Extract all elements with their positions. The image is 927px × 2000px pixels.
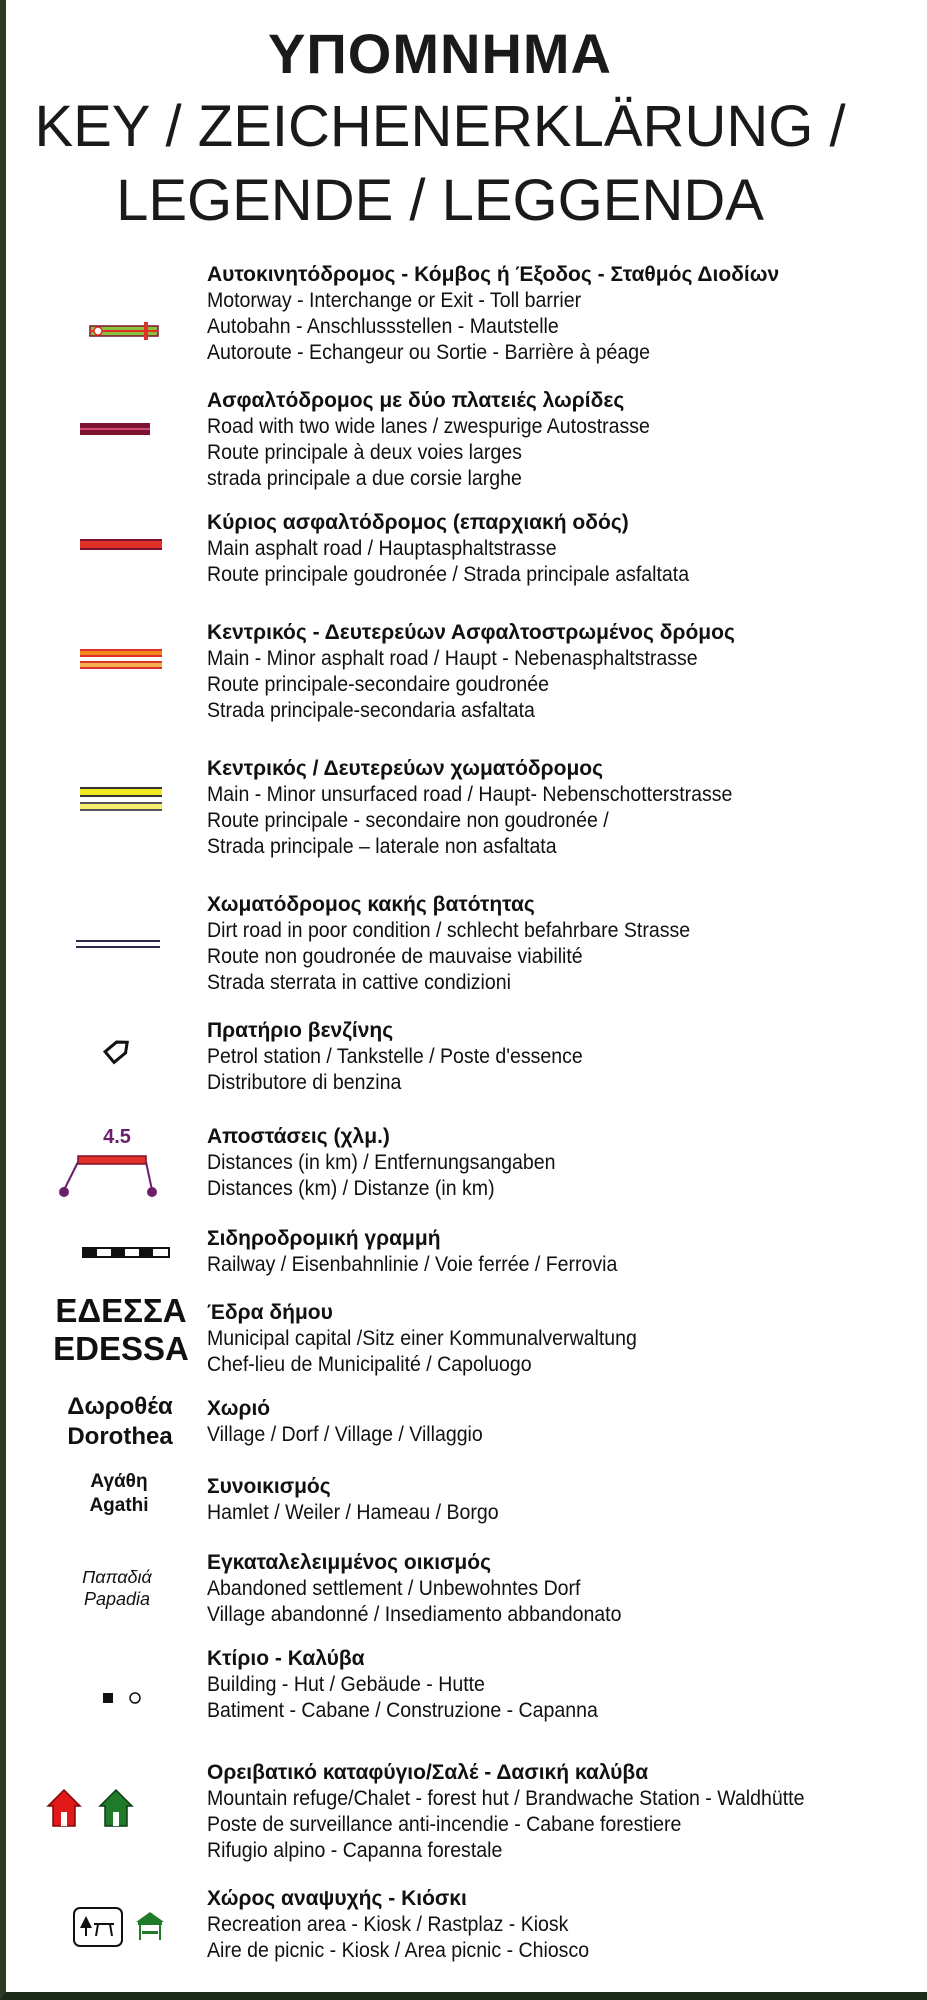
entry-line: Batiment - Cabane / Construzione - Capanna [207,1699,598,1722]
legend-entry-petrol-station [207,1018,907,1096]
entry-line: Main asphalt road / Hauptasphaltstrasse [207,537,557,560]
entry-heading: Εγκαταλελειμμένος οικισμός [207,1551,492,1574]
entry-line: Village abandonné / Insediamento abbandonato [207,1603,622,1626]
legend-entry-railway [207,1226,907,1278]
entry-line: Rifugio alpino - Capanna forestale [207,1839,503,1862]
legend-entry-abandoned-settlement [207,1550,907,1628]
entry-heading: Αυτοκινητόδρομος - Κόμβος ή Έξοδος - Σταθμός Διοδίων [207,263,780,286]
building-icon [100,1688,150,1708]
entry-line: Road with two wide lanes / zwespurige Autostrasse [207,415,650,438]
legend-entry-recreation-area [207,1886,907,1964]
entry-line: Abandoned settlement / Unbewohntes Dorf [207,1577,581,1600]
legend-entry-minor-asphalt-road [207,620,907,724]
entry-line: Hamlet / Weiler / Hameau / Borgo [207,1501,499,1524]
entry-line: Petrol station / Tankstelle / Poste d'essence [207,1045,583,1068]
entry-line: Route non goudronée de mauvaise viabilité [207,945,583,968]
entry-heading: Σιδηροδρομική γραμμή [207,1227,441,1250]
legend-entry-unsurfaced-road [207,756,907,860]
entry-heading: Χωριό [207,1397,271,1420]
municipal-name-latin: EDESSA [53,1330,189,1367]
municipal-name-greek: ΕΔΕΣΣΑ [55,1292,187,1329]
entry-line: Distances (in km) / Entfernungsangaben [207,1151,556,1174]
entry-line: Recreation area - Kiosk / Rastplaz - Kiosk [207,1913,569,1936]
entry-heading: Έδρα δήμου [207,1301,333,1324]
entry-heading: Κεντρικός / Δευτερεύων χωματόδρομος [207,757,604,780]
dirt-road-icon [76,938,162,950]
entry-line: Autobahn - Anschlussstellen - Mautstelle [207,315,559,338]
entry-heading: Χωματόδρομος κακής βατότητας [207,893,535,916]
distance-marker-graphic [58,1154,168,1204]
entry-heading: Ασφαλτόδρομος με δύο πλατειές λωρίδες [207,389,625,412]
municipal-capital-label [46,1292,196,1368]
refuge-icon [44,1788,140,1830]
legend-entry-mountain-refuge [207,1760,907,1864]
entry-line: Main - Minor asphalt road / Haupt - Nebenasphaltstrasse [207,647,698,670]
petrol-station-icon [98,1030,138,1070]
entry-line: Aire de picnic - Kiosk / Area picnic - Chiosco [207,1939,590,1962]
entry-line: Strada principale – laterale non asfaltata [207,835,557,858]
hamlet-name-greek: Αγάθη [90,1471,148,1492]
entry-line: Main - Minor unsurfaced road / Haupt- Nebenschotterstrasse [207,783,733,806]
entry-line: Autoroute - Echangeur ou Sortie - Barrière à péage [207,341,650,364]
entry-heading: Χώρος αναψυχής - Κιόσκι [207,1887,467,1910]
legend-title-greek: ΥΠΟΜΝΗΜΑ [268,22,612,85]
entry-line: Strada principale-secondaria asfaltata [207,699,535,722]
entry-heading: Αποστάσεις (χλμ.) [207,1125,390,1148]
distance-value: 4.5 [103,1126,131,1148]
entry-line: Poste de surveillance anti-incendie - Cabane forestiere [207,1813,682,1836]
legend-entry-motorway [207,262,907,366]
entry-line: Mountain refuge/Chalet - forest hut / Brandwache Station - Waldhütte [207,1787,805,1810]
hamlet-label [56,1470,182,1518]
abandoned-name-latin: Papadia [83,1589,151,1609]
legend-title-line3: LEGENDE / LEGGENDA [116,168,764,233]
legend-entry-main-asphalt-road [207,510,907,588]
railway-icon [82,1247,172,1259]
entry-line: Route principale goudronée / Strada principale asfaltata [207,563,690,586]
recreation-icon [72,1906,172,1950]
two-lane-road-icon [80,422,152,436]
abandoned-label [56,1566,178,1610]
entry-heading: Ορειβατικό καταφύγιο/Σαλέ - Δασική καλύβα [207,1761,649,1784]
entry-heading: Κτίριο - Καλύβα [207,1647,365,1670]
entry-line: Route principale à deux voies larges [207,441,522,464]
entry-line: Railway / Eisenbahnlinie / Voie ferrée / Ferrovia [207,1253,618,1276]
entry-line: strada principale a due corsie larghe [207,467,522,490]
legend-entry-municipal-capital [207,1300,907,1378]
entry-heading: Κεντρικός - Δευτερεύων Ασφαλτοστρωμένος δρόμος [207,621,735,644]
entry-line: Distances (km) / Distanze (in km) [207,1177,495,1200]
entry-line: Chef-lieu de Municipalité / Capoluogo [207,1353,532,1376]
legend-entry-building [207,1646,907,1724]
legend-entry-two-lane-road [207,388,907,492]
hamlet-name-latin: Agathi [89,1495,149,1516]
legend-entry-village [207,1396,907,1448]
entry-line: Dirt road in poor condition / schlecht befahrbare Strasse [207,919,691,942]
abandoned-name-greek: Παπαδιά [82,1567,152,1587]
village-name-greek: Δωροθέα [67,1393,173,1420]
entry-line: Building - Hut / Gebäude - Hutte [207,1673,485,1696]
distance-icon [58,1126,168,1206]
entry-heading: Πρατήριο βενζίνης [207,1019,394,1042]
entry-heading: Κύριος ασφαλτόδρομος (επαρχιακή οδός) [207,511,629,534]
entry-heading: Συνοικισμός [207,1475,331,1498]
legend-title-line2: KEY / ZEICHENERKLÄRUNG / [34,94,846,159]
main-asphalt-road-icon [80,538,164,552]
entry-line: Route principale-secondaire goudronée [207,673,550,696]
entry-line: Village / Dorf / Village / Villaggio [207,1423,483,1446]
motorway-icon [88,320,162,342]
unsurfaced-road-icon [80,786,164,814]
entry-line: Strada sterrata in cattive condizioni [207,971,511,994]
village-label [46,1392,194,1452]
entry-line: Distributore di benzina [207,1071,402,1094]
village-name-latin: Dorothea [67,1423,173,1450]
entry-line: Motorway - Interchange or Exit - Toll barrier [207,289,582,312]
legend-entry-dirt-road [207,892,907,996]
legend-entry-distances [207,1124,907,1202]
entry-line: Route principale - secondaire non goudronée / [207,809,609,832]
entry-line: Municipal capital /Sitz einer Kommunalverwaltung [207,1327,637,1350]
legend-entry-hamlet [207,1474,907,1526]
minor-asphalt-road-icon [80,648,164,672]
